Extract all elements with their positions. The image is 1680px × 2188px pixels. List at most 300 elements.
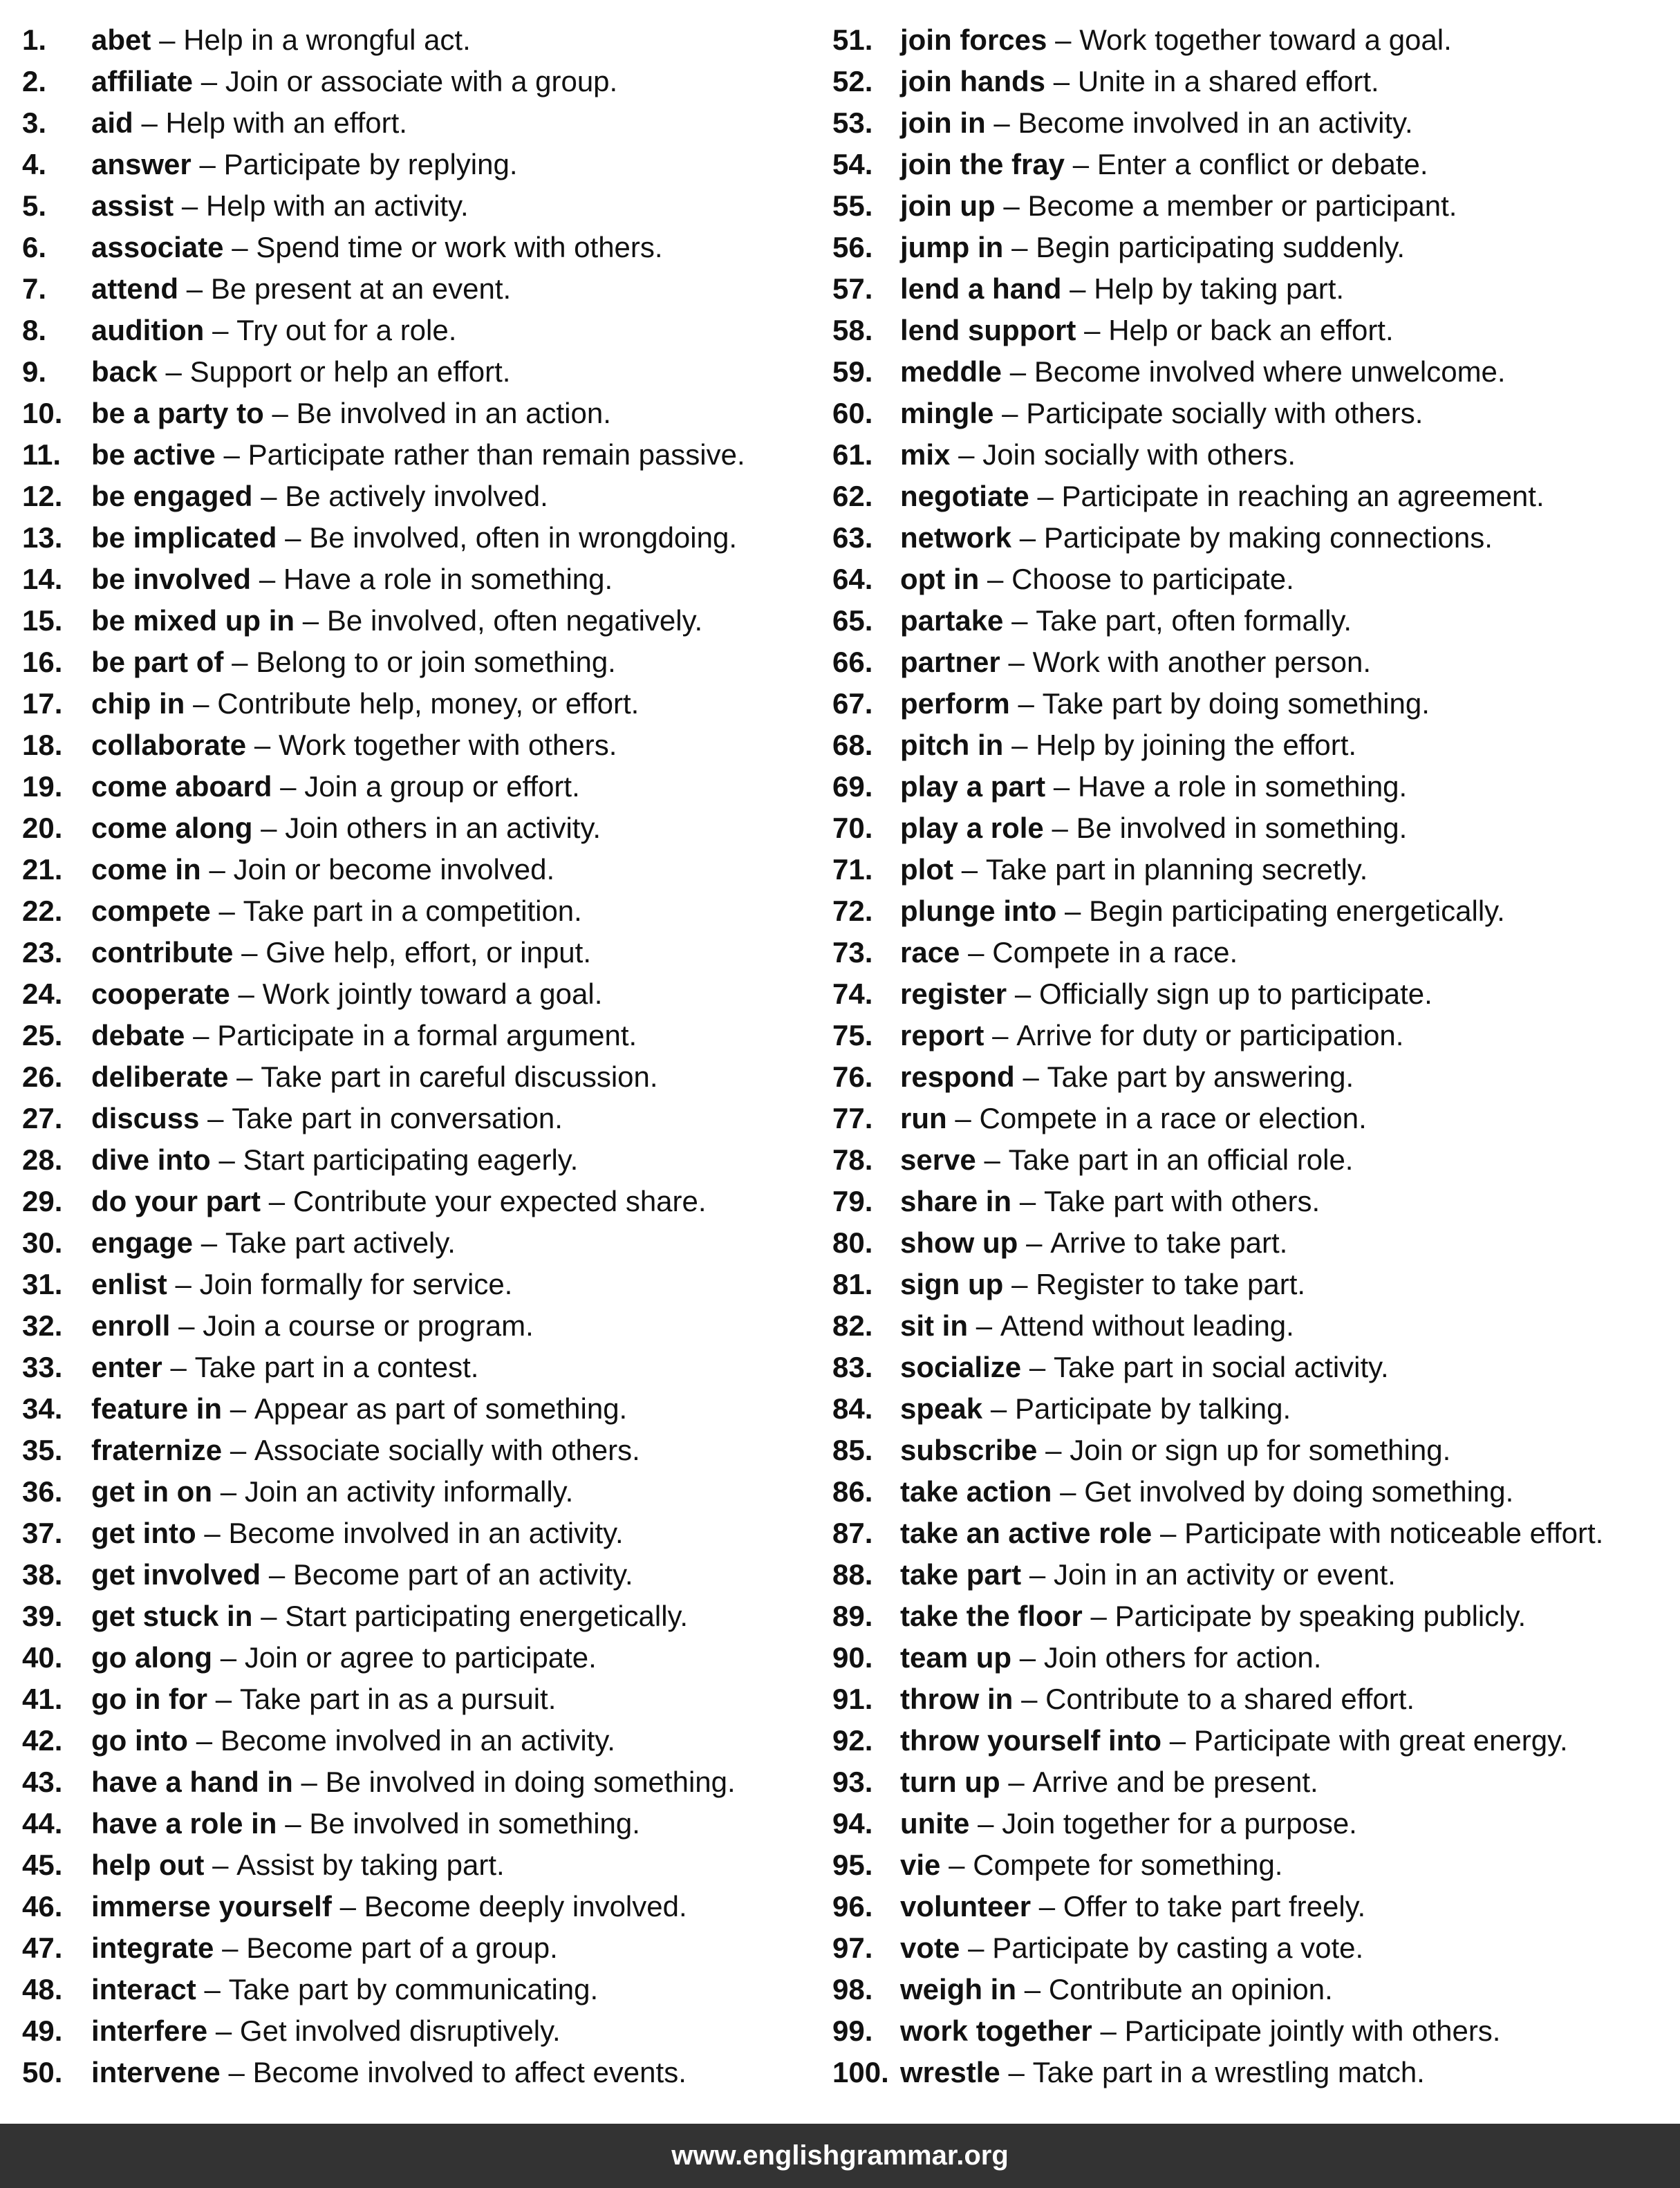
list-item [832, 559, 1662, 600]
item-number: 28. [22, 1143, 63, 1176]
item-number: 31. [22, 1268, 63, 1300]
item-term: attend [91, 272, 178, 305]
item-number: 79. [832, 1185, 873, 1217]
list-item [832, 1181, 1662, 1222]
item-separator: – [987, 563, 1004, 595]
item-separator: – [218, 895, 235, 927]
item-definition: Help with an effort. [165, 106, 407, 139]
list-item [22, 807, 838, 849]
item-separator: – [230, 1434, 247, 1466]
list-item [832, 1015, 1662, 1056]
item-term: partner [900, 646, 1000, 678]
list-item [22, 1305, 838, 1347]
item-definition: Participate by replying. [223, 148, 518, 180]
item-term: go in for [91, 1683, 207, 1715]
list-item [22, 476, 838, 517]
item-number: 67. [832, 687, 873, 720]
list-item [832, 268, 1662, 310]
item-number: 12. [22, 480, 63, 512]
item-term: join hands [900, 65, 1045, 97]
item-definition: Take part in a contest. [194, 1351, 479, 1383]
item-term: partake [900, 604, 1004, 637]
item-definition: Get involved by doing something. [1084, 1475, 1514, 1508]
list-item [22, 2052, 838, 2093]
list-item [22, 1637, 838, 1679]
website-link[interactable]: www.englishgrammar.org [671, 2140, 1009, 2171]
left-column [22, 19, 838, 2093]
list-item [22, 1554, 838, 1596]
item-definition: Join formally for service. [199, 1268, 513, 1300]
item-separator: – [1019, 1185, 1036, 1217]
item-number: 53. [832, 106, 873, 139]
list-item [832, 1927, 1662, 1969]
item-separator: – [1029, 1351, 1046, 1383]
item-term: play a role [900, 812, 1044, 844]
item-definition: Take part by doing something. [1042, 687, 1430, 720]
item-separator: – [984, 1143, 1000, 1176]
item-definition: Give help, effort, or input. [265, 936, 592, 969]
item-number: 75. [832, 1019, 873, 1051]
item-number: 82. [832, 1309, 873, 1342]
item-separator: – [968, 936, 984, 969]
item-definition: Participate socially with others. [1026, 397, 1424, 429]
item-number: 56. [832, 231, 873, 263]
item-term: fraternize [91, 1434, 223, 1466]
item-separator: – [301, 1766, 317, 1798]
list-item [22, 310, 838, 351]
item-definition: Take part actively. [225, 1226, 456, 1259]
item-separator: – [1009, 355, 1027, 388]
item-number: 3. [22, 106, 47, 139]
item-definition: Begin participating energetically. [1089, 895, 1505, 927]
item-term: show up [900, 1226, 1018, 1259]
item-number: 44. [22, 1807, 63, 1840]
item-separator: – [261, 1600, 277, 1632]
item-separator: – [238, 978, 254, 1010]
item-definition: Start participating energetically. [285, 1600, 689, 1632]
item-separator: – [261, 812, 277, 844]
list-item [22, 393, 838, 434]
list-item [832, 973, 1662, 1015]
item-separator: – [1100, 2014, 1117, 2047]
item-separator: – [181, 189, 198, 222]
item-term: network [900, 521, 1012, 554]
item-definition: Help by joining the effort. [1036, 729, 1357, 761]
item-definition: Be involved, often negatively. [326, 604, 703, 637]
item-definition: Join a group or effort. [304, 770, 580, 803]
item-separator: – [1011, 729, 1028, 761]
item-term: take the floor [900, 1600, 1083, 1632]
item-separator: – [1055, 24, 1072, 56]
item-number: 8. [22, 314, 47, 346]
item-separator: – [978, 1807, 994, 1840]
item-term: go along [91, 1641, 212, 1674]
item-term: vote [900, 1932, 960, 1964]
item-definition: Work with another person. [1032, 646, 1372, 678]
list-item [832, 227, 1662, 268]
item-number: 93. [832, 1766, 873, 1798]
item-separator: – [207, 1102, 224, 1134]
item-definition: Become involved in an activity. [1018, 106, 1413, 139]
item-separator: – [272, 397, 288, 429]
item-number: 87. [832, 1517, 873, 1549]
list-item [22, 102, 838, 144]
item-definition: Take part in a wrestling match. [1032, 2056, 1425, 2088]
item-definition: Be present at an event. [210, 272, 512, 305]
list-item [832, 1844, 1662, 1886]
list-item [832, 393, 1662, 434]
item-separator: – [178, 1309, 195, 1342]
item-separator: – [280, 770, 297, 803]
item-definition: Arrive and be present. [1032, 1766, 1318, 1798]
list-item [832, 2010, 1662, 2052]
item-definition: Work together toward a goal. [1079, 24, 1452, 56]
item-term: sign up [900, 1268, 1004, 1300]
item-term: come along [91, 812, 253, 844]
item-term: interfere [91, 2014, 208, 2047]
list-item [22, 1761, 838, 1803]
item-definition: Contribute your expected share. [292, 1185, 707, 1217]
item-number: 24. [22, 978, 63, 1010]
item-number: 66. [832, 646, 873, 678]
item-definition: Join together for a purpose. [1002, 1807, 1357, 1840]
list-item [22, 1886, 838, 1927]
item-number: 94. [832, 1807, 873, 1840]
item-separator: – [1029, 1558, 1046, 1591]
item-term: integrate [91, 1932, 214, 1964]
item-term: get into [91, 1517, 196, 1549]
list-item [22, 144, 838, 185]
item-number: 63. [832, 521, 873, 554]
list-item [22, 1720, 838, 1761]
item-term: get stuck in [91, 1600, 253, 1632]
item-separator: – [193, 1019, 209, 1051]
list-item [832, 600, 1662, 642]
list-item [22, 1513, 838, 1554]
item-separator: – [961, 853, 978, 886]
item-term: race [900, 936, 960, 969]
item-number: 25. [22, 1019, 63, 1051]
item-number: 6. [22, 231, 47, 263]
item-term: aid [91, 106, 133, 139]
list-item [22, 1596, 838, 1637]
item-term: opt in [900, 563, 980, 595]
item-separator: – [285, 521, 301, 554]
list-item [832, 144, 1662, 185]
item-definition: Participate with great energy. [1193, 1724, 1568, 1757]
item-separator: – [141, 106, 158, 139]
item-number: 20. [22, 812, 63, 844]
item-term: deliberate [91, 1060, 229, 1093]
list-item [832, 476, 1662, 517]
item-number: 59. [832, 355, 873, 388]
item-definition: Enter a conflict or debate. [1096, 148, 1428, 180]
item-number: 43. [22, 1766, 63, 1798]
list-item [832, 1513, 1662, 1554]
item-separator: – [958, 438, 975, 471]
item-definition: Join or agree to participate. [244, 1641, 597, 1674]
item-term: mingle [900, 397, 994, 429]
item-term: intervene [91, 2056, 221, 2088]
item-definition: Join or become involved. [233, 853, 555, 886]
item-number: 1. [22, 24, 47, 56]
item-number: 18. [22, 729, 63, 761]
item-term: interact [91, 1973, 196, 2005]
item-separator: – [222, 1932, 239, 1964]
item-separator: – [1002, 397, 1018, 429]
item-definition: Become involved in an activity. [228, 1517, 624, 1549]
list-item [832, 1969, 1662, 2010]
item-term: affiliate [91, 65, 194, 97]
item-number: 47. [22, 1932, 63, 1964]
item-number: 69. [832, 770, 873, 803]
item-definition: Participate jointly with others. [1124, 2014, 1501, 2047]
item-term: speak [900, 1392, 983, 1425]
item-term: work together [900, 2014, 1092, 2047]
list-item [22, 268, 838, 310]
item-term: cooperate [91, 978, 230, 1010]
item-separator: – [268, 1558, 286, 1591]
item-separator: – [218, 1143, 235, 1176]
item-separator: – [1023, 1060, 1039, 1093]
item-number: 45. [22, 1849, 63, 1881]
list-item [22, 766, 838, 807]
item-number: 71. [832, 853, 873, 886]
item-term: enlist [91, 1268, 167, 1300]
item-number: 9. [22, 355, 47, 388]
item-definition: Spend time or work with others. [256, 231, 663, 263]
item-separator: – [1021, 1683, 1038, 1715]
item-number: 60. [832, 397, 873, 429]
item-term: do your part [91, 1185, 261, 1217]
item-number: 77. [832, 1102, 873, 1134]
item-separator: – [1045, 1434, 1062, 1466]
item-definition: Appear as part of something. [254, 1392, 628, 1425]
item-term: contribute [91, 936, 234, 969]
item-number: 86. [832, 1475, 873, 1508]
item-separator: – [1008, 2056, 1025, 2088]
item-separator: – [1018, 687, 1034, 720]
item-definition: Belong to or join something. [256, 646, 616, 678]
item-definition: Participate by making connections. [1043, 521, 1493, 554]
item-number: 4. [22, 148, 47, 180]
item-definition: Become part of an activity. [292, 1558, 633, 1591]
item-number: 23. [22, 936, 63, 969]
item-separator: – [1011, 604, 1028, 637]
item-separator: – [220, 1641, 237, 1674]
item-definition: Have a role in something. [283, 563, 613, 595]
item-number: 46. [22, 1890, 63, 1923]
item-term: audition [91, 314, 205, 346]
list-item [22, 1969, 838, 2010]
list-item [22, 1679, 838, 1720]
item-number: 83. [832, 1351, 873, 1383]
item-separator: – [1008, 646, 1025, 678]
item-number: 35. [22, 1434, 63, 1466]
item-number: 34. [22, 1392, 63, 1425]
item-definition: Work together with others. [278, 729, 617, 761]
item-number: 40. [22, 1641, 63, 1674]
item-term: be implicated [91, 521, 277, 554]
list-item [832, 1305, 1662, 1347]
list-item [832, 351, 1662, 393]
item-number: 55. [832, 189, 873, 222]
item-separator: – [212, 314, 229, 346]
item-definition: Participate in reaching an agreement. [1061, 480, 1544, 512]
item-term: wrestle [900, 2056, 1000, 2088]
item-separator: – [968, 1932, 984, 1964]
item-definition: Help or back an effort. [1108, 314, 1394, 346]
item-separator: – [193, 687, 209, 720]
list-item [22, 61, 838, 102]
item-number: 96. [832, 1890, 873, 1923]
list-item [22, 559, 838, 600]
item-definition: Work jointly toward a goal. [262, 978, 603, 1010]
item-term: negotiate [900, 480, 1029, 512]
item-term: discuss [91, 1102, 200, 1134]
item-term: pitch in [900, 729, 1004, 761]
item-separator: – [990, 1392, 1007, 1425]
item-definition: Participate by talking. [1014, 1392, 1291, 1425]
item-number: 62. [832, 480, 873, 512]
item-definition: Join or sign up for something. [1070, 1434, 1451, 1466]
list-item [22, 683, 838, 724]
item-separator: – [992, 1019, 1009, 1051]
item-term: abet [91, 24, 151, 56]
item-separator: – [1053, 65, 1070, 97]
item-separator: – [1053, 770, 1070, 803]
list-item [832, 932, 1662, 973]
list-item [22, 1430, 838, 1471]
item-separator: – [1052, 812, 1068, 844]
item-separator: – [1090, 1600, 1107, 1632]
item-term: feature in [91, 1392, 223, 1425]
item-definition: Take part by answering. [1047, 1060, 1354, 1093]
list-item [22, 1844, 838, 1886]
item-number: 27. [22, 1102, 63, 1134]
item-separator: – [259, 563, 276, 595]
item-term: join in [900, 106, 986, 139]
item-number: 19. [22, 770, 63, 803]
item-number: 36. [22, 1475, 63, 1508]
item-number: 97. [832, 1932, 873, 1964]
item-separator: – [228, 2056, 245, 2088]
item-number: 92. [832, 1724, 873, 1757]
list-item [832, 517, 1662, 559]
item-separator: – [1008, 1766, 1025, 1798]
item-number: 50. [22, 2056, 63, 2088]
item-number: 16. [22, 646, 63, 678]
item-separator: – [1011, 231, 1028, 263]
item-number: 42. [22, 1724, 63, 1757]
item-number: 11. [22, 438, 62, 471]
item-separator: – [215, 1683, 232, 1715]
list-item [832, 185, 1662, 227]
item-definition: Join others in an activity. [285, 812, 601, 844]
item-definition: Take part in conversation. [232, 1102, 563, 1134]
item-number: 91. [832, 1683, 873, 1715]
item-definition: Participate with noticeable effort. [1184, 1517, 1604, 1549]
item-term: plunge into [900, 895, 1057, 927]
list-item [832, 1554, 1662, 1596]
item-separator: – [1014, 978, 1032, 1010]
item-number: 89. [832, 1600, 873, 1632]
item-definition: Be actively involved. [285, 480, 548, 512]
item-separator: – [212, 1849, 229, 1881]
list-item [832, 642, 1662, 683]
item-term: sit in [900, 1309, 969, 1342]
item-number: 58. [832, 314, 873, 346]
list-item [22, 890, 838, 932]
item-separator: – [955, 1102, 971, 1134]
list-item [22, 434, 838, 476]
item-definition: Take part in an official role. [1008, 1143, 1354, 1176]
item-definition: Choose to participate. [1011, 563, 1294, 595]
item-separator: – [200, 65, 218, 97]
item-separator: – [993, 106, 1010, 139]
item-term: be involved [91, 563, 252, 595]
list-item [22, 1388, 838, 1430]
item-number: 13. [22, 521, 63, 554]
item-number: 52. [832, 65, 873, 97]
item-separator: – [254, 729, 271, 761]
item-term: debate [91, 1019, 185, 1051]
item-term: report [900, 1019, 984, 1051]
item-definition: Be involved in an action. [296, 397, 611, 429]
item-definition: Take part in social activity. [1053, 1351, 1389, 1383]
list-item [832, 1637, 1662, 1679]
item-separator: – [1037, 480, 1054, 512]
list-item [22, 1264, 838, 1305]
item-term: vie [900, 1849, 941, 1881]
item-number: 39. [22, 1600, 63, 1632]
item-term: enroll [91, 1309, 171, 1342]
list-item [22, 2010, 838, 2052]
item-separator: – [175, 1268, 192, 1300]
item-term: be active [91, 438, 216, 471]
item-definition: Participate rather than remain passive. [248, 438, 745, 471]
item-number: 51. [832, 24, 873, 56]
item-definition: Take part in as a pursuit. [239, 1683, 557, 1715]
item-term: be part of [91, 646, 224, 678]
list-item [22, 849, 838, 890]
list-item [832, 1720, 1662, 1761]
item-definition: Participate by casting a vote. [992, 1932, 1364, 1964]
item-term: subscribe [900, 1434, 1038, 1466]
list-item [832, 1471, 1662, 1513]
item-definition: Help in a wrongful act. [183, 24, 471, 56]
item-definition: Register to take part. [1036, 1268, 1306, 1300]
list-item [832, 1264, 1662, 1305]
item-term: come aboard [91, 770, 272, 803]
item-number: 84. [832, 1392, 873, 1425]
item-definition: Take part by communicating. [228, 1973, 599, 2005]
item-definition: Become involved in an activity. [220, 1724, 615, 1757]
item-definition: Start participating eagerly. [243, 1143, 579, 1176]
item-definition: Participate in a formal argument. [217, 1019, 637, 1051]
item-number: 29. [22, 1185, 63, 1217]
list-item [22, 1056, 838, 1098]
item-term: socialize [900, 1351, 1022, 1383]
item-number: 78. [832, 1143, 873, 1176]
item-number: 74. [832, 978, 873, 1010]
item-term: share in [900, 1185, 1012, 1217]
list-item [22, 185, 838, 227]
list-item [832, 1886, 1662, 1927]
item-definition: Offer to take part freely. [1063, 1890, 1366, 1923]
item-separator: – [215, 2014, 232, 2047]
list-item [832, 1222, 1662, 1264]
